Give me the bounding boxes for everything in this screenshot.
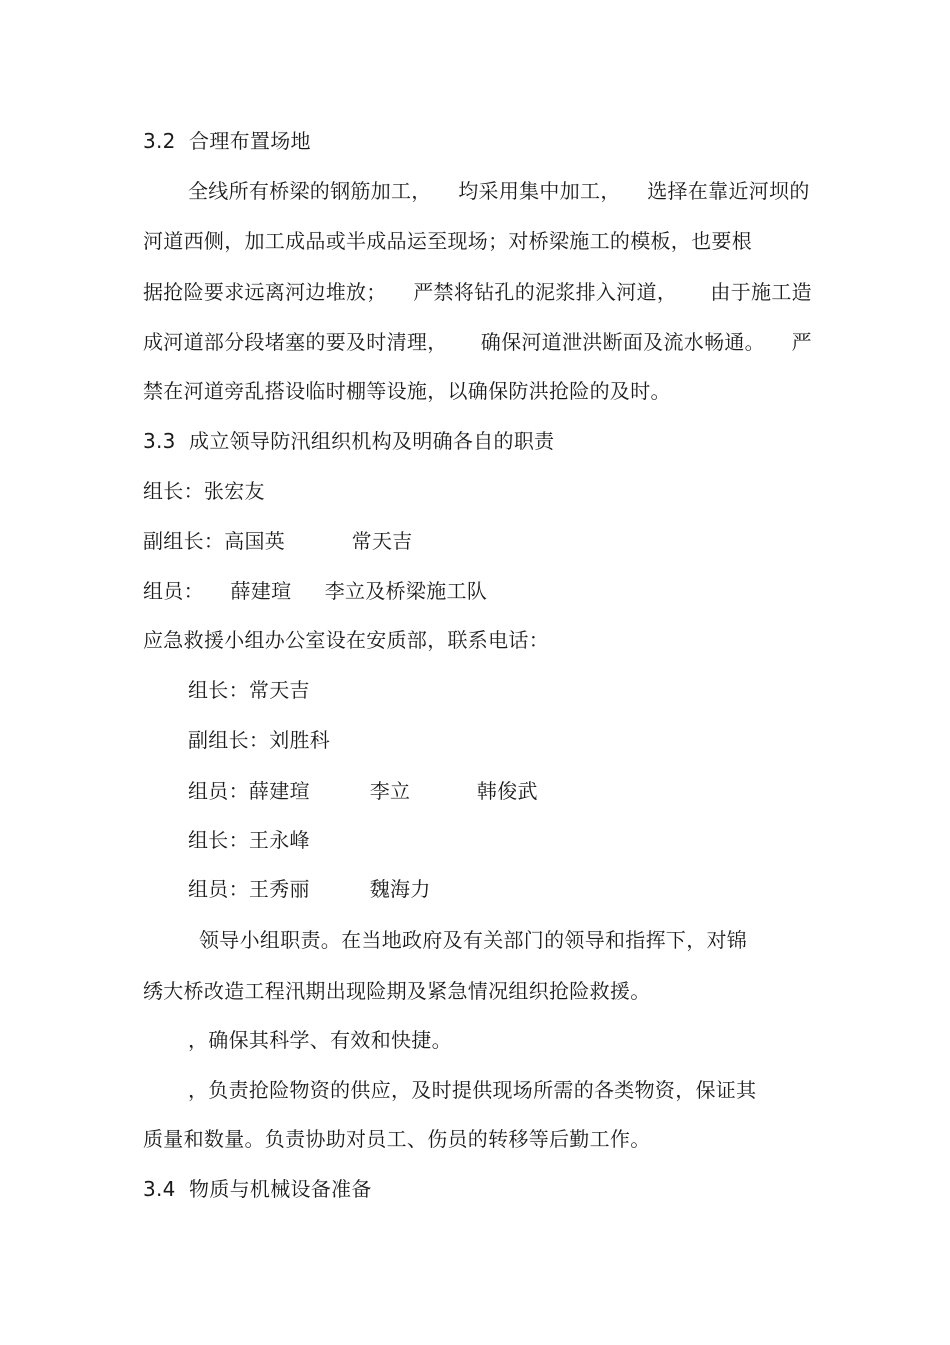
paragraph-line: 禁在河道旁乱搭设临时棚等设施，以确保防洪抢险的及时。 — [143, 379, 671, 403]
office-member-line: 组员：王秀丽 魏海力 — [188, 877, 431, 901]
duty-line: ，负责抢险物资的供应，及时提供现场所需的各类物资，保证其 — [188, 1078, 757, 1102]
duty-line: 绣大桥改造工程汛期出现险期及紧急情况组织抢险救援。 — [143, 979, 651, 1003]
paragraph-line: 全线所有桥梁的钢筋加工， 均采用集中加工， 选择在靠近河坝的 — [188, 179, 810, 203]
office-member-line: 组长：王永峰 — [188, 828, 310, 852]
member-line: 组长：张宏友 — [143, 479, 265, 503]
member-line: 副组长：高国英 常天吉 — [143, 529, 413, 553]
section-heading-3-4: 3.4 物质与机械设备准备 — [143, 1177, 372, 1201]
office-member-line: 组长：常天吉 — [188, 678, 310, 702]
paragraph-line: 成河道部分段堵塞的要及时清理， 确保河道泄洪断面及流水畅通。 严 — [143, 330, 812, 354]
duty-line: 质量和数量。负责协助对员工、伤员的转移等后勤工作。 — [143, 1127, 651, 1151]
member-line: 组员： 薛建瑄 李立及桥梁施工队 — [143, 579, 488, 603]
paragraph-line: 河道西侧，加工成品或半成品运至现场；对桥梁施工的模板，也要根 — [143, 229, 752, 253]
office-member-line: 组员：薛建瑄 李立 韩俊武 — [188, 779, 538, 803]
member-line: 应急救援小组办公室设在安质部，联系电话： — [143, 628, 549, 652]
duty-line: ，确保其科学、有效和快捷。 — [188, 1028, 452, 1052]
duty-line: 领导小组职责。在当地政府及有关部门的领导和指挥下，对锦 — [199, 928, 748, 952]
section-heading-3-3: 3.3 成立领导防汛组织机构及明确各自的职责 — [143, 429, 555, 453]
paragraph-line: 据抢险要求远离河边堆放； 严禁将钻孔的泥浆排入河道， 由于施工造 — [143, 280, 812, 304]
office-member-line: 副组长：刘胜科 — [188, 728, 331, 752]
section-heading-3-2: 3.2 合理布置场地 — [143, 129, 311, 153]
